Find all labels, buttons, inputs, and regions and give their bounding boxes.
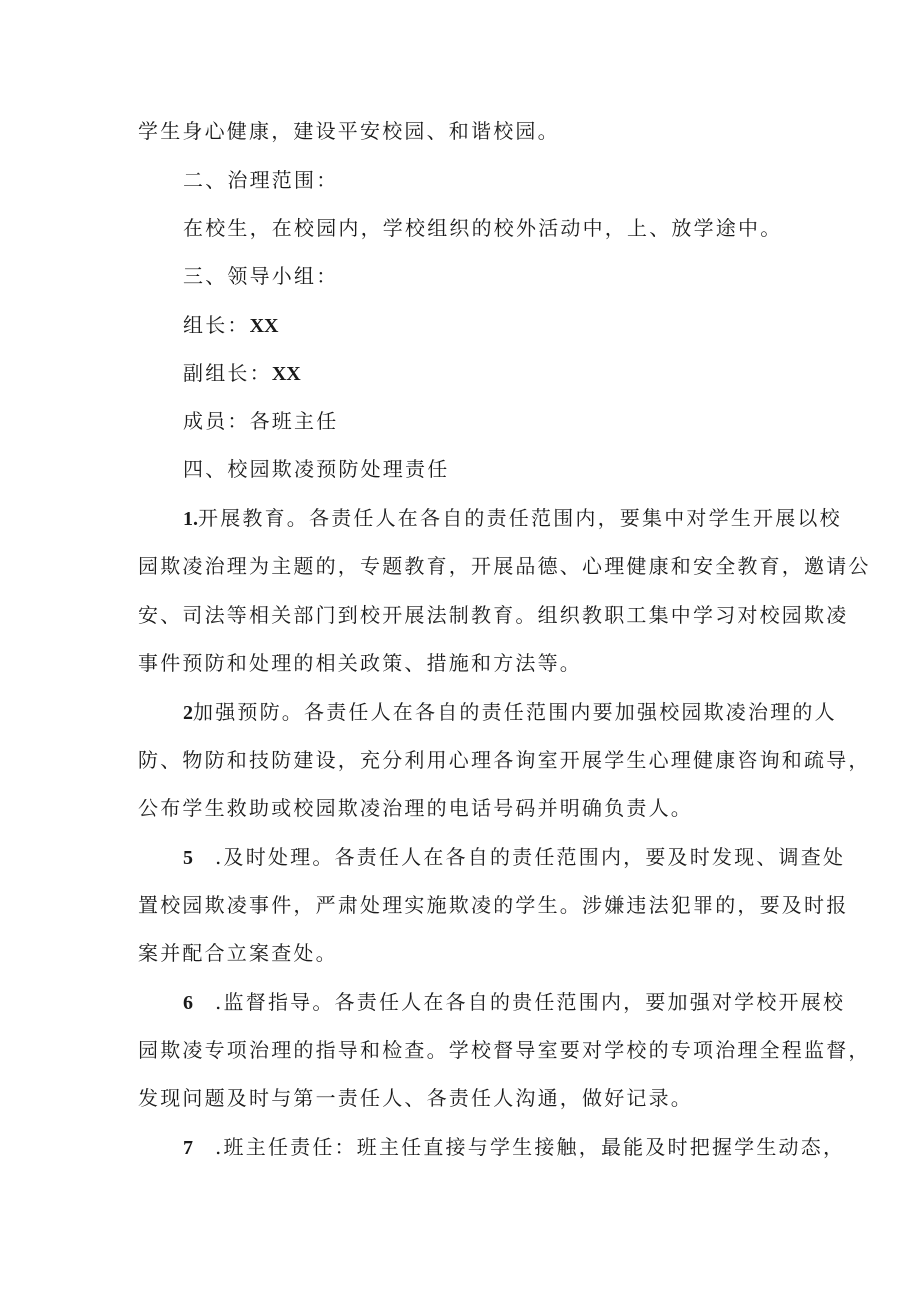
text: 学生身心健康，建设平安校园、和谐校园。 [138, 119, 560, 143]
text: 成员：各班主任 [183, 409, 339, 433]
text: .班主任责任：班主任直接与学生接触，最能及时把握学生动态， [215, 1135, 846, 1159]
paragraph-line [138, 746, 871, 774]
paragraph-line [138, 601, 848, 629]
paragraph-line [138, 1036, 871, 1064]
item-number: 5 [183, 847, 193, 869]
paragraph-line [183, 214, 782, 242]
text: 在校生，在校园内，学校组织的校外活动中，上、放学途中。 [183, 216, 783, 240]
text: 发现问题及时与第一责任人、各责任人沟通，做好记录。 [138, 1086, 693, 1110]
paragraph-line [138, 649, 582, 677]
text: 组长： [183, 313, 250, 337]
section-heading [183, 166, 338, 194]
section-heading [183, 262, 338, 290]
text: 二、治理范围： [183, 168, 339, 192]
item-number: 2 [183, 702, 193, 724]
paragraph-line [138, 117, 560, 145]
text: 开展教育。各责任人在各自的责任范围内，要集中对学生开展以校 [198, 506, 842, 530]
text: .监督指导。各责任人在各自的贵任范围内，要加强对学校开展校 [215, 990, 846, 1014]
item-first-line [183, 988, 845, 1017]
text: 安、司法等相关部门到校开展法制教育。组织教职工集中学习对校园欺凌 [138, 603, 849, 627]
item-first-line [183, 504, 842, 533]
text: 园欺凌治理为主题的，专题教育，开展品德、心理健康和安全教育，邀请公 [138, 554, 871, 578]
deputy-leader-name: XX [271, 363, 301, 385]
item-first-line [183, 1133, 845, 1162]
paragraph-line [138, 891, 848, 919]
section-heading [183, 455, 449, 483]
paragraph-line [138, 1084, 693, 1112]
item-number: 1. [183, 508, 198, 530]
text: 事件预防和处理的相关政策、措施和方法等。 [138, 651, 582, 675]
item-first-line [183, 698, 837, 727]
leader-name: XX [249, 315, 279, 337]
item-number: 6 [183, 992, 193, 1014]
item-number: 7 [183, 1137, 193, 1159]
text: 四、校园欺凌预防处理责任 [183, 457, 450, 481]
text: .及时处理。各责任人在各自的责任范围内，要及时发现、调查处 [215, 845, 846, 869]
paragraph-line [138, 939, 338, 967]
text: 防、物防和技防建设，充分利用心理各询室开展学生心理健康咨询和疏导， [138, 748, 871, 772]
text: 加强预防。各责任人在各自的责任范围内要加强校园欺凌治理的人 [193, 700, 837, 724]
text: 置校园欺凌事件，严肃处理实施欺凌的学生。涉嫌违法犯罪的，要及时报 [138, 893, 849, 917]
deputy-leader-line [183, 359, 301, 388]
text: 三、领导小组： [183, 264, 339, 288]
members-line [183, 407, 338, 435]
text: 公布学生救助或校园欺凌治理的电话号码并明确负责人。 [138, 796, 693, 820]
text: 案并配合立案查处。 [138, 941, 338, 965]
paragraph-line [138, 794, 693, 822]
item-first-line [183, 843, 845, 872]
paragraph-line [138, 552, 871, 580]
text: 园欺凌专项治理的指导和检查。学校督导室要对学校的专项治理全程监督， [138, 1038, 871, 1062]
text: 副组长： [183, 361, 272, 385]
leader-line [183, 311, 279, 340]
